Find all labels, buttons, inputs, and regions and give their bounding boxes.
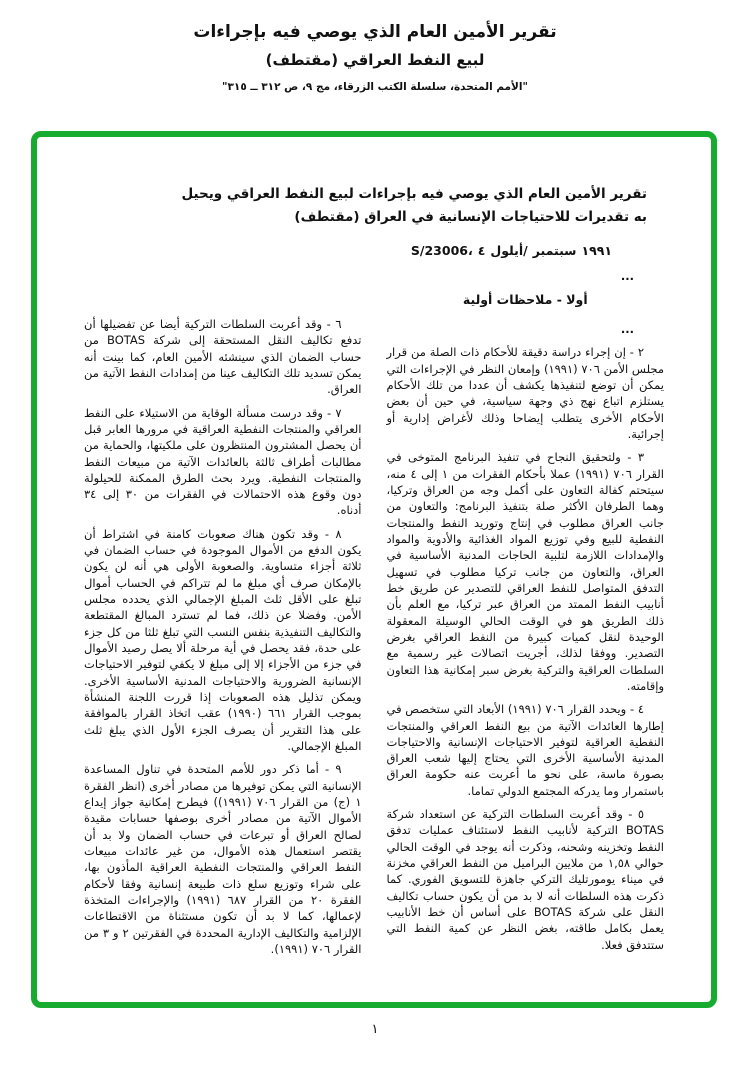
section-heading-first: أولا - ملاحظات أولية <box>462 292 588 308</box>
document-reference <box>37 243 711 258</box>
paragraph-8: ٨ - وقد تكون هناك صعوبات كامنة في اشتراط أن يكون الدفع من الأموال الموجودة في حساب الضمان في ثلاثة أجزاء متساوية. والصعوبة الأولى هي أنه لن يكون بالإمكان صرف أي مبلغ ما لم تتراكم في الحساب أموال تبلغ على الأقل ثلث المبلغ الإجمالي الذي يحدده مجلس الأمن. وفضلا عن ذلك، فما لم تسترد المبالغ المقتطعة والتكاليف التنفيذية بنفس النسب التي تبلغ ثلثا من كل جزء على حدة، فقد يحصل في أية مرحلة ألا يصل رصيد الأموال في جزء من الأجزاء إلا إلى مبلغ لا يكفي لتوفير الاحتياجات الإنسانية الضرورية والاحتياجات المدنية الأساسية الأخرى. ويمكن تذليل هذه الصعوبات إذا قررت اللجنة المنشأة بموجب القرار ٦٦١ (١٩٩٠) عقب اتخاذ القرار بالموافقة على هذا التقرير أن يصرف الجزء الأول الذي يبلغ ثلث المبلغ الإجمالي. <box>84 526 362 754</box>
doc-ref-day: ٤ <box>477 242 486 258</box>
column-right <box>387 268 665 964</box>
document-title-line-1: تقرير الأمين العام الذي يوصي فيه بإجراءات لبيع النفط العراقي ويحيل <box>181 186 647 202</box>
two-column-body <box>37 268 711 964</box>
paragraph-3: ٣ - ولتحقيق النجاح في تنفيذ البرنامج المتوخى في القرار ٧٠٦ (١٩٩١) عملا بأحكام الفقرات من ١ إلى ٤ منه، سيتحتم كفالة التعاون على أكمل وجه من العراق وتركيا، وهما الطرفان الأكثر صلة بتنفيذ البرنامج: والتعاون من جانب العراق مطلوب في إنتاج وتوريد النفط والمنتجات النفطية للبيع وفي توزيع المواد الغذائية والأدوية والمواد والإمدادات اللازمة لتلبية الحاجات المدنية الأساسية في العراق، والتعاون من جانب تركيا مطلوب في تسهيل التدفق المتواصل للنفط العراقي للتصدير عن طريق خط أنابيب النفط الممتد من العراق عبر تركيا، مع العلم بأن ذلك الطريق هو في الوقت الحالي الوسيلة المعقولة الوحيدة لنقل كميات كبيرة من النفط العراقي بغرض التصدير. ووفقا لذلك، أجريت اتصالات غير رسمية مع السلطات العراقية والتركية بغرض سبر إمكانية هذا التعاون وإقامته. <box>386 450 664 693</box>
paragraph-4: ٤ - ويحدد القرار ٧٠٦ (١٩٩١) الأبعاد التي ستخصص في إطارها العائدات الآتية من بيع النفط العراقي والمنتجات النفطية العراقية لتوفير الاحتياجات الإنسانية والاحتياجات المدنية الأساسية الأخرى التي يحتاج إليها شعب العراق بصورة ماسة، على نحو ما أعربت عنه حكومة العراق باستمرار وما يدركه المجتمع الدولي تماما. <box>386 702 664 798</box>
paragraph-9: ٩ - أما ذكر دور للأمم المتحدة في تناول المساعدة الإنسانية التي يمكن توفيرها من مصادر أخرى (انظر الفقرة ١ (ج) من القرار ٧٠٦ (١٩٩١)) فيطرح إمكانية جواز إيداع الأموال الآتية من مصادر أخرى بوصفها حسابات مقيدة لصالح العراق أو تبرعات في حساب الضمان ولا بد أن يقتصر استعمال هذه الأموال، من غير عائدات مبيعات النفط العراقي والمنتجات النفطية العراقية المأذون بها، على شراء وتوزيع سلع ذات طبيعة إنسانية وفقا لأحكام الفقرة ٢٠ من القرار ٦٨٧ (١٩٩١) والإجراءات المتخذة لإعمالها، كما لا بد أن تكون مستثناة من الاقتطاعات الإلزامية والتكاليف الإدارية المحددة في الفقرتين ٢ و ٣ من القرار ٧٠٦ (١٩٩١). <box>84 762 362 957</box>
document-title-line-2: به تقديرات للاحتياجات الإنسانية في العراق (مقتطف) <box>294 208 647 225</box>
column-left <box>84 316 362 964</box>
header-title-line-1: تقرير الأمين العام الذي يوصي فيه بإجراءات <box>193 22 557 42</box>
paragraph-7: ٧ - وقد درست مسألة الوقاية من الاستيلاء على النفط العراقي والمنتجات النفطية العراقية في مرورها العابر قبل أن يحصل المشترون المنتظرون على ملكيتها، والحماية من مطالبات أطراف ثالثة بالعائدات الآتية من مبيعات النفط والمنتجات النفطية. ويرد بحث الطرق الممكنة للحيلولة دون وقوع هذه الاحتمالات في الفقرات من ٣٠ إلى ٣٤ أدناه. <box>84 405 362 518</box>
header-source-citation: "الأمم المتحدة، سلسلة الكتب الزرقاء، مج ٩، ص ٣١٢ ــ ٣١٥" <box>222 81 528 93</box>
paragraph-6: ٦ - وقد أعربت السلطات التركية أيضا عن تفضيلها أن تدفع تكاليف النقل المستحقة إلى شركة BOTAS من حساب الضمان الذي سينشئه الأمين العام، كما بينت أنه يمكن تسديد تلك التكاليف عينا من إمدادات النفط الآتية من العراق. <box>84 316 362 397</box>
document-frame <box>31 131 717 1008</box>
doc-ref-symbol: S/23006، <box>410 242 473 258</box>
header-title-line-2: لبيع النفط العراقي (مقتطف) <box>265 51 485 69</box>
paragraph-5: ٥ - وقد أعربت السلطات التركية عن استعداد شركة BOTAS التركية لأنابيب النفط لاستئناف عمليات تدفق النفط وتخزينه وشحنه، وذكرت أنه يوجد في الوقت الحالي حوالي ١,٥٨ من ملايين البراميل من النفط العراقي مخزنة في ميناء يومورتليك التركي جاهزة للتسويق الفوري. كما ذكرت هذه السلطات أنه لا بد من أن يكون حساب تكاليف النقل على شركة BOTAS على أساس أن خط الأنابيب يعمل بكامل طاقته، بغض النظر عن كمية النفط التي ستتدفق فعلا. <box>386 807 664 952</box>
doc-ref-month: سبتمبر <box>532 242 577 258</box>
paragraph-2: ٢ - إن إجراء دراسة دقيقة للأحكام ذات الصلة من قرار مجلس الأمن ٧٠٦ (١٩٩١) وإمعان النظر في الإجراءات التي يمكن أن توضع لتنفيذها يكشف أن عددا من تلك الأحكام يستلزم اتباع نهج ذي وجهة سياسية، في حين أن بعض الأحكام الأخرى يتطلب إيضاحا وذلك لأغراض إدارية أو إجرائية. <box>386 345 664 441</box>
page-header <box>0 0 750 93</box>
page-number: ١ <box>371 1022 379 1037</box>
doc-ref-month-arabic: أيلول/ <box>490 242 528 258</box>
doc-ref-year: ١٩٩١ <box>581 242 612 258</box>
ellipsis-middle: ... <box>620 321 634 336</box>
ellipsis-top: ... <box>620 268 634 283</box>
document-title <box>37 183 711 229</box>
